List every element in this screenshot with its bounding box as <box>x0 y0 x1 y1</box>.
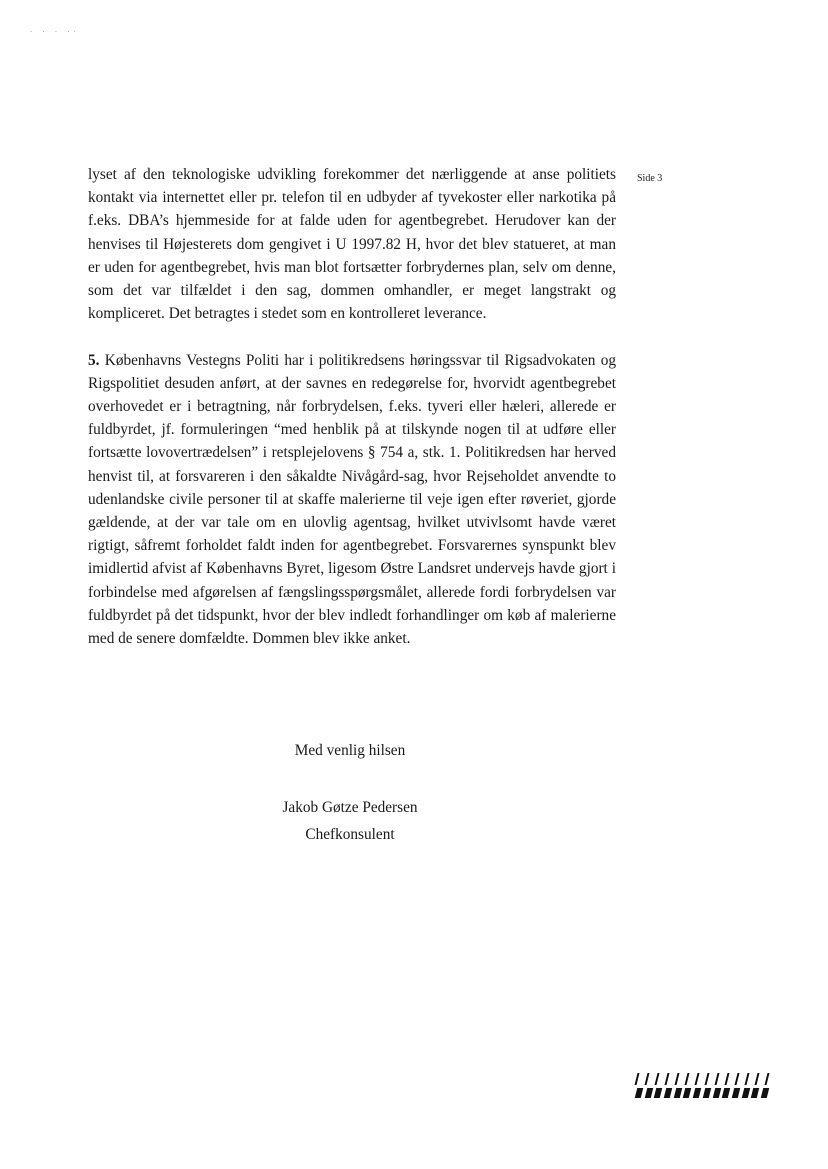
barcode-bar <box>735 1073 740 1085</box>
barcode-bar <box>751 1088 759 1098</box>
barcode-bar <box>725 1073 730 1085</box>
page-number: Side 3 <box>637 173 663 184</box>
paragraph-number: 5. <box>88 351 100 369</box>
letter-body <box>88 163 616 650</box>
barcode-bar <box>722 1088 730 1098</box>
barcode-bar <box>765 1073 770 1085</box>
paragraph-1: lyset af den teknologiske udvikling forekommer det nærliggende at anse politiets kontakt via internettet eller pr. telefon til en udbyder af tyvekoster eller narkotika på f.eks. DBA’s hjemmeside for at falde uden for agentbegrebet. Herudover kan der henvises til Højesterets dom gengivet i U 1997.82 H, hvor det blev statueret, at man er uden for agentbegrebet, hvis man blot fortsætter forbrydernes plan, selv om denne, som det var tilfældet i den sag, dommen omhandler, er meget langstrakt og kompliceret. Det betragtes i stedet som en kontrolleret leverance. <box>88 166 616 323</box>
barcode-bar <box>761 1088 769 1098</box>
barcode-bar <box>645 1073 650 1085</box>
barcode-thin-row <box>636 1073 768 1085</box>
barcode-bar <box>745 1073 750 1085</box>
barcode-bar <box>654 1088 662 1098</box>
barcode-bar <box>755 1073 760 1085</box>
barcode <box>636 1073 768 1098</box>
barcode-bar <box>685 1073 690 1085</box>
paragraph-5-text: Københavns Vestegns Politi har i politikredsens høringssvar til Rigsadvokaten og Rigspolitiet desuden anført, at der savnes en redegørelse for, hvorvidt agentbegrebet overhovedet er i betragtning, når forbrydelsen, f.eks. tyveri eller hæleri, allerede er fuldbyrdet, jf. formuleringen “med henblik på at tilskynde nogen til at udføre eller fortsætte lovovertrædelsen” i retsplejelovens § 754 a, stk. 1. Politikredsen har herved henvist til, at forsvareren i den såkaldte Nivågård-sag, hvor Rejseholdet anvendte to udenlandske civile personer til at skaffe malerierne til veje igen efter røveriet, gjorde gældende, at der var tale om en ulovlig agentsag, hvilket utvivlsomt havde været rigtigt, såfremt forholdet faldt inden for agentbegrebet. Forsvarernes synspunkt blev imidlertid afvist af Københavns Byret, ligesom Østre Landsret undervejs havde gjort i forbindelse med afgørelsen af fængslingsspørgsmålet, allerede fordi forbrydelsen var fuldbyrdet på det tidspunkt, hvor der blev indledt forhandlinger om køb af malerierne med de senere domfældte. Dommen blev ikke anket. <box>88 351 617 648</box>
barcode-bar <box>705 1073 710 1085</box>
barcode-bar <box>715 1073 720 1085</box>
barcode-bar <box>664 1088 672 1098</box>
signer-name: Jakob Gøtze Pedersen <box>282 799 418 816</box>
barcode-bar <box>712 1088 720 1098</box>
barcode-bar <box>675 1073 680 1085</box>
barcode-bar <box>665 1073 670 1085</box>
paragraph-5 <box>88 349 616 651</box>
barcode-bar <box>635 1073 640 1085</box>
barcode-bar <box>655 1073 660 1085</box>
closing-greeting: Med venlig hilsen <box>294 742 406 759</box>
barcode-bar <box>683 1088 691 1098</box>
barcode-bar <box>741 1088 749 1098</box>
scan-specks: · · · ·· <box>30 28 80 36</box>
barcode-bar <box>732 1088 740 1098</box>
barcode-bar <box>674 1088 682 1098</box>
signer-title: Chefkonsulent <box>305 826 395 843</box>
barcode-bar <box>644 1088 652 1098</box>
barcode-bar <box>695 1073 700 1085</box>
barcode-thick-row <box>636 1088 768 1098</box>
barcode-bar <box>635 1088 643 1098</box>
barcode-bar <box>703 1088 711 1098</box>
barcode-bar <box>693 1088 701 1098</box>
